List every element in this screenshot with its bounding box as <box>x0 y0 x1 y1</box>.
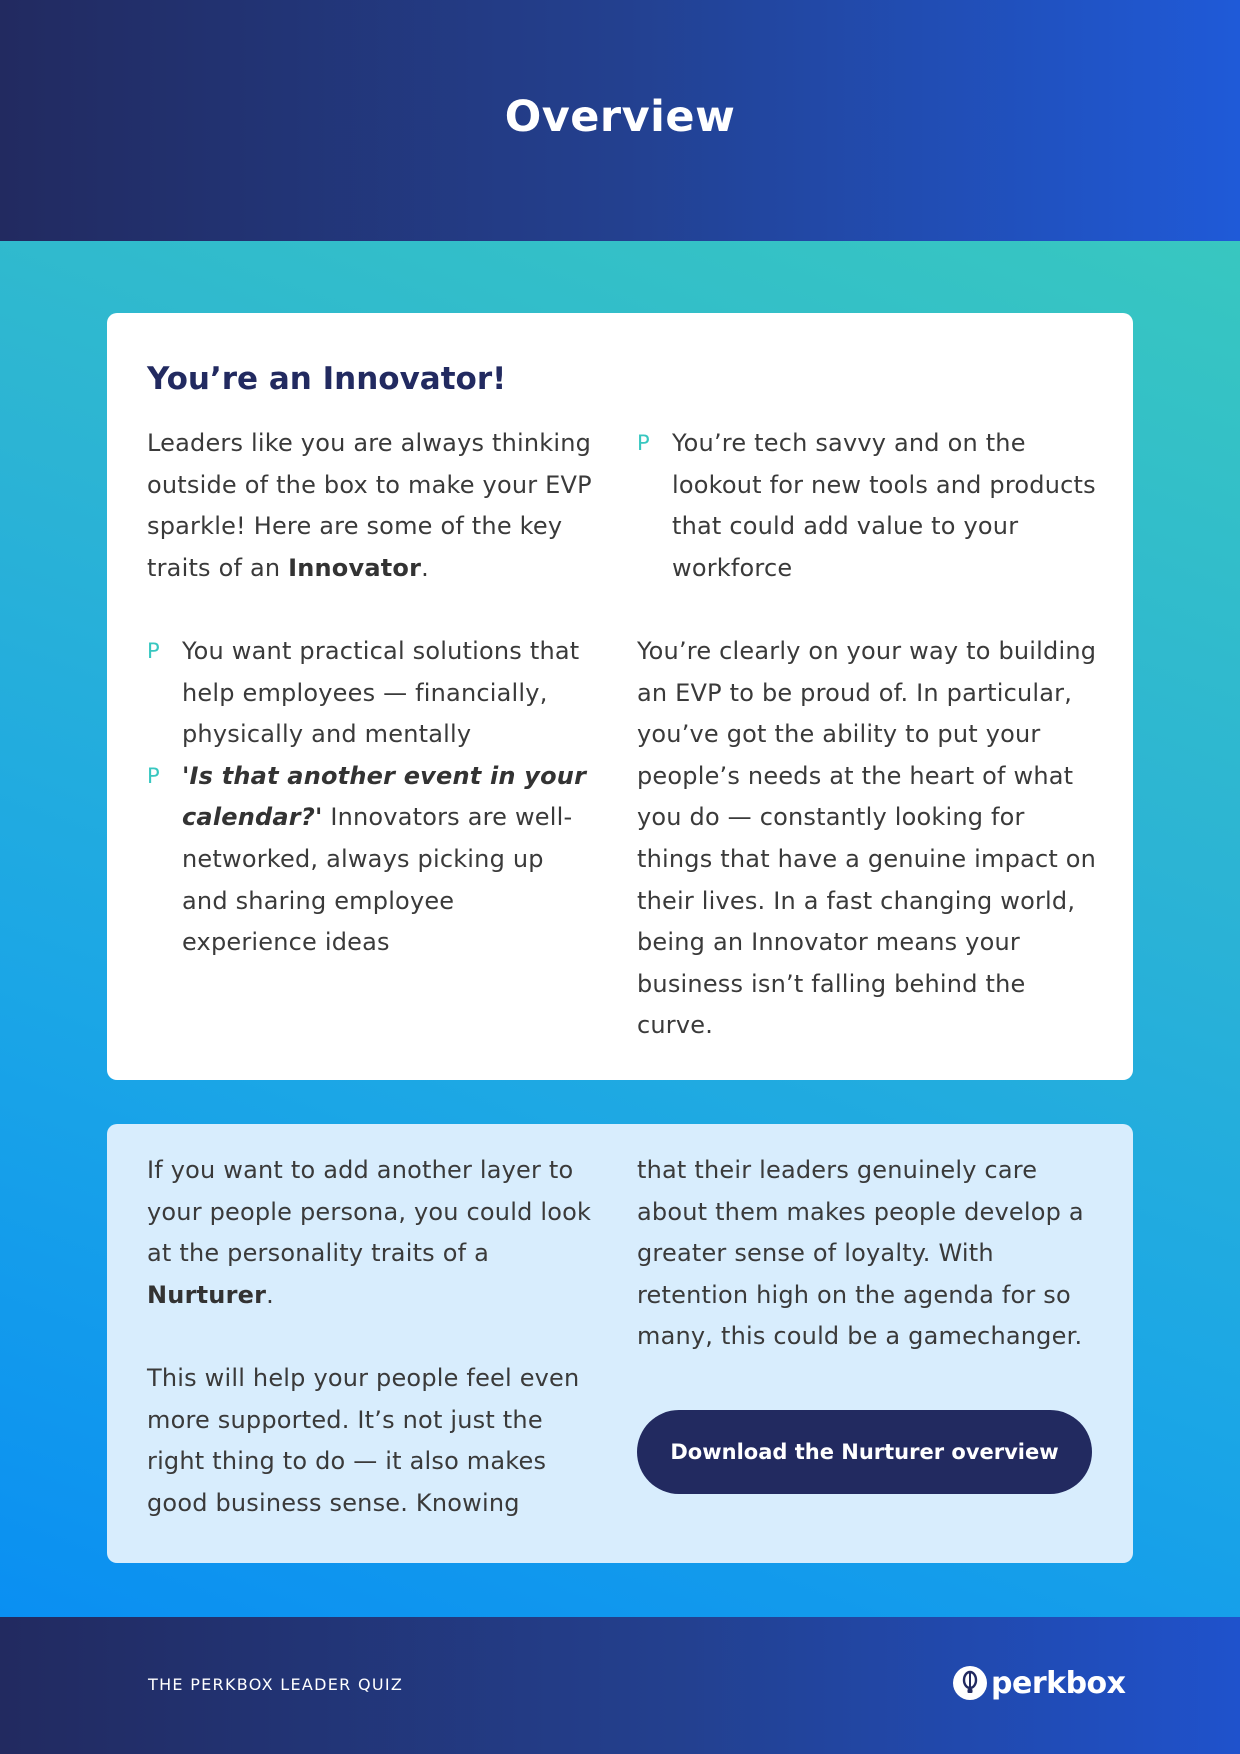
bullet-text: You’re tech savvy and on the lookout for new tools and products that could add value to your workforce <box>672 429 1096 582</box>
innovator-card-title: You’re an Innovator! <box>147 361 507 397</box>
innovator-intro-end: . <box>421 553 429 582</box>
balloon-icon <box>953 1666 987 1700</box>
list-item <box>147 631 597 756</box>
list-item <box>637 423 1107 589</box>
download-nurturer-button[interactable]: Download the Nurturer overview <box>637 1410 1092 1494</box>
innovator-intro <box>147 423 597 589</box>
nurturer-para-2: This will help your people feel even more supported. It’s not just the right thing to do — it also makes good business sense. Knowing <box>147 1363 580 1517</box>
innovator-bullet-list-left <box>147 631 597 964</box>
list-item <box>147 756 597 964</box>
innovator-intro-bold: Innovator <box>288 553 422 582</box>
bullet-marker-icon: P <box>637 431 650 455</box>
nurturer-para-1-end: . <box>266 1280 274 1309</box>
bullet-marker-icon: P <box>147 639 160 663</box>
innovator-bullet-list-right <box>637 423 1107 589</box>
perkbox-logo <box>953 1663 1126 1703</box>
nurturer-card <box>107 1124 1133 1563</box>
innovator-card <box>107 313 1133 1080</box>
nurturer-left-column <box>147 1150 607 1524</box>
nurturer-para-3: that their leaders genuinely care about them makes people develop a greater sense of loyalty. With retention high on the agenda for so many, this could be a gamechanger. <box>637 1156 1084 1351</box>
logo-text: perkbox <box>991 1665 1126 1701</box>
innovator-closing: You’re clearly on your way to building an EVP to be proud of. In particular, you’ve got the ability to put your people’s needs at the heart of what you do — constantly looking for things that have a genuine impact on their lives. In a fast changing world, being an Innovator means your business isn’t falling behind the curve. <box>637 637 1097 1040</box>
nurturer-para-1-bold: Nurturer <box>147 1280 267 1309</box>
nurturer-para-1-text: If you want to add another layer to your people persona, you could look at the personality traits of a <box>147 1156 592 1268</box>
innovator-intro-text: Leaders like you are always thinking outside of the box to make your EVP sparkle! Here are some of the key traits of an <box>147 429 592 582</box>
nurturer-para-1 <box>147 1150 607 1316</box>
page-footer <box>0 1617 1240 1754</box>
page-title: Overview <box>504 91 736 142</box>
page-header <box>0 0 1240 241</box>
bullet-emphasis: 'Is that another event in your calendar?' <box>182 761 587 832</box>
bullet-marker-icon: P <box>147 763 160 788</box>
bullet-text: You want practical solutions that help employees — financially, physically and mentally <box>182 637 580 749</box>
bullet-text: Innovators are well-networked, always picking up and sharing employee experience ideas <box>182 803 573 957</box>
footer-label: THE PERKBOX LEADER QUIZ <box>148 1675 404 1694</box>
